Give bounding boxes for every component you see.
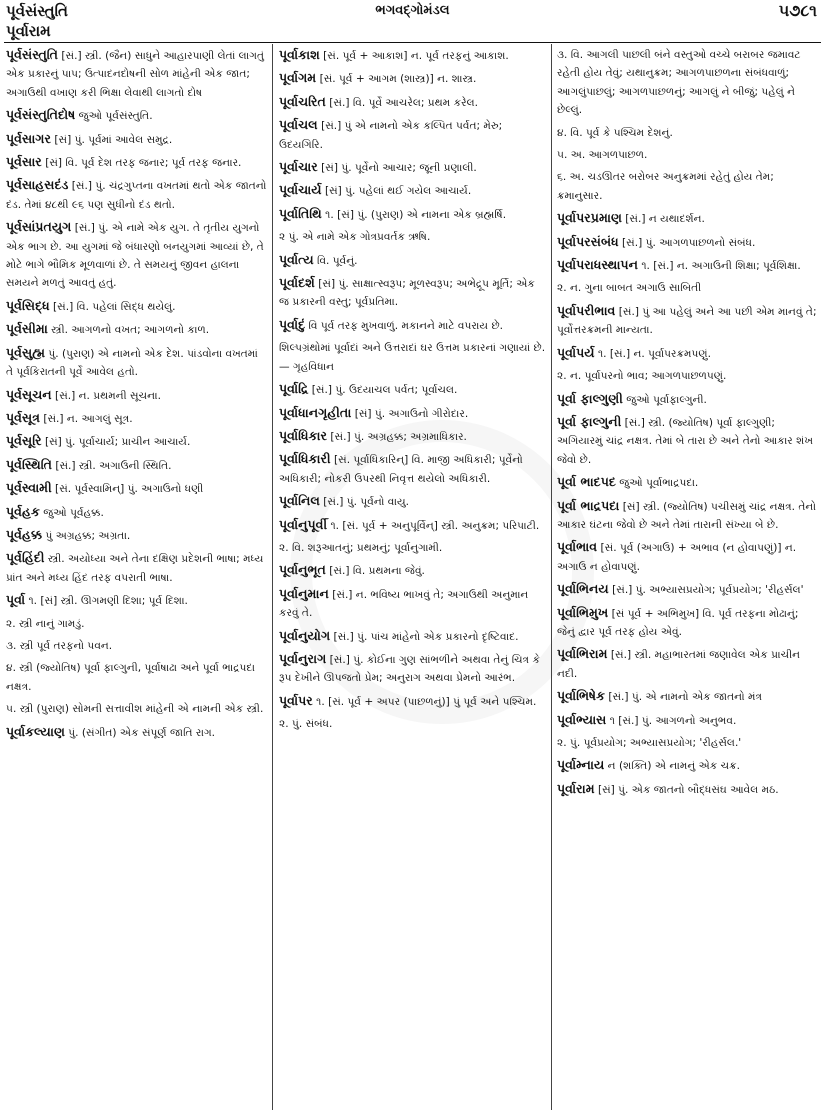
dictionary-entry — [279, 427, 547, 446]
headword: પૂર્વાકાશ — [279, 47, 320, 62]
headword: પૂર્વા ભાદપદ — [557, 474, 616, 490]
definition: [સં] પું. સાક્ષાત્સ્વરૂપ; મૂળસ્વરૂપ; અભેદ્રૂપ મૂર્તિ; એક જ પ્રકારની વસ્તુ; પૂર્વપ્રતિમા. — [279, 278, 535, 309]
dictionary-entry — [557, 756, 819, 775]
definition: જુઓ પૂર્વહક્ક. — [39, 506, 104, 519]
definition: [સં.] સ્ત્રી. (જૈન) સાધુને આહારપાણી લેતાં લાગતું એક પ્રકારનું પાપ; ઉત્પાદનદોષની સોળ માંહેની એક જાત; અગાઉથી વખાણ કરી ભિક્ષા લેવાથી લાગતો દોષ — [6, 50, 265, 99]
dictionary-entry — [279, 380, 547, 399]
headword: પૂર્વહિંદી — [6, 550, 45, 566]
dictionary-column-2 — [279, 46, 547, 1110]
headword: પૂર્વસાગર — [6, 130, 52, 146]
definition: [સં.] સ્ત્રી. મહાભારતમાં જણાવેલ એક પ્રાચીન નદી. — [557, 649, 801, 680]
dictionary-entry — [6, 432, 268, 451]
dictionary-entry — [557, 279, 819, 297]
definition: ૨. પું. પૂર્વપ્રયોગ; અભ્યાસપ્રયોગ; 'રીહર્સલ.' — [557, 737, 742, 749]
headword: પૂર્વસૂરિ — [6, 433, 42, 449]
headword: પૂર્વાનુરાગ — [279, 650, 327, 666]
dictionary-entry — [6, 386, 268, 405]
definition: [સં.] પું. ઉદયાચલ પર્વત; પૂર્વાચલ. — [308, 384, 458, 397]
dictionary-entry — [279, 585, 547, 623]
headword: પૂર્વાચરિત — [279, 93, 326, 109]
definition: [સં.] વિ. પ્રથમના જેવું. — [325, 565, 425, 578]
definition: [સં પૂર્વ + અભિમુખ] વિ. પૂર્વ તરફના મોઢાનું; જેનું દ્વાર પૂર્વ તરફ હોય એવું. — [557, 607, 799, 638]
definition: ૧ [સં.] પું. આગળનો અનુભવ. — [606, 714, 737, 727]
definition: ન (શક્તિ) એ નામનું એક ચક્ર. — [604, 760, 740, 773]
definition: ૧. [સં.] ન. પૂર્વાપરક્રમપણું. — [594, 347, 711, 360]
headword: પૂર્વાપરપ્રમાણ — [557, 210, 622, 226]
dictionary-entry — [557, 687, 819, 706]
dictionary-column-3 — [557, 46, 819, 1110]
dictionary-entry — [557, 302, 819, 340]
definition: ૧. [સં. પૂર્વ + અપર (પાછળનું)] પું પૂર્વ અને પશ્ચિમ. — [312, 695, 537, 708]
definition: ૪. વિ. પૂર્વ કે પશ્ચિમ દેશનું. — [557, 126, 673, 139]
headword: પૂર્વાભ્યાસ — [557, 711, 607, 727]
dictionary-entry — [279, 93, 547, 112]
definition: [સં. પૂર્વ + આગમ (શાસ્ત્ર)] ન. શાસ્ત્ર. — [316, 73, 477, 86]
dictionary-entry — [6, 218, 268, 293]
headword: પૂર્વા ફાલ્ગુની — [557, 413, 622, 429]
dictionary-entry — [279, 492, 547, 511]
definition: વિ પૂર્વ તરફ મુખવાળું. મકાનને માટે વપરાય છે. — [305, 319, 504, 332]
dictionary-entry — [6, 615, 268, 633]
header-rule — [4, 42, 821, 43]
column-divider — [272, 44, 273, 1110]
definition: [સં.] પું. અભ્યાસપ્રયોગ; પૂર્વપ્રયોગ; 'રીહર્સલ' — [608, 584, 804, 597]
headword: પૂર્વાનુમાન — [279, 585, 329, 601]
page-header — [0, 0, 825, 24]
headword: પૂર્વામ્નાય — [557, 757, 605, 773]
headword: પૂર્વસીમા — [6, 321, 48, 337]
dictionary-entry — [557, 580, 819, 599]
definition: સ્ત્રી. અયોધ્યા અને તેના દક્ષિણ પ્રદેશની ભાષા; મધ્ય પ્રાંત અને મધ્ય હિંદ તરફ વપરાતી ભાષા. — [6, 553, 264, 584]
headword: પૂર્વાપરાધસ્થાપન — [557, 257, 638, 273]
definition: [સં. પૂર્વસ્વામિન્] પું. અગાઉનો ધણી — [51, 483, 204, 496]
headword: પૂર્વસૂચન — [6, 386, 52, 402]
dictionary-entry — [6, 700, 268, 718]
headword: પૂર્વાધિકારી — [279, 451, 331, 467]
headword: પૂર્વાકલ્યાણ — [6, 723, 65, 739]
dictionary-entry — [557, 473, 819, 492]
definition: ૨. સ્ત્રી નાનું ગામડું. — [6, 617, 85, 630]
dictionary-entry — [6, 479, 268, 498]
dictionary-entry — [279, 561, 547, 580]
dictionary-entry — [557, 711, 819, 730]
headword: પૂર્વાચાર્ય — [279, 182, 322, 198]
dictionary-entry — [557, 780, 819, 799]
dictionary-entry — [6, 344, 268, 382]
running-head-left: પૂર્વસંસ્તુતિ — [6, 2, 68, 20]
definition: ૪. સ્ત્રી (જ્યોતિષ) પૂર્વા ફાલ્ગુની, પૂર્વાષાઢા અને પૂર્વા ભાદ્રપદા નક્ષત્ર. — [6, 662, 255, 693]
definition: [સં.] પું આ પહેલું અને આ પછી એમ માનવું તે; પૂર્વોત્તરક્રમની માન્યતા. — [557, 305, 817, 337]
definition: [સં.] પું. આગળપાછળનો સંબંધ. — [618, 236, 756, 249]
headword: પૂર્વહક્ક — [6, 526, 43, 542]
running-head-last-entry: પૂર્વારામ — [6, 22, 51, 40]
headword: પૂર્વાનુભૂત — [279, 562, 326, 578]
dictionary-entry — [279, 339, 547, 376]
dictionary-column-1 — [6, 46, 268, 1110]
headword: પૂર્વાધિકાર — [279, 427, 327, 443]
definition: [સં.] ન. ભવિષ્ય ભાખવું તે; અગાઉથી અનુમાન કરવું તે. — [279, 588, 529, 620]
definition: [સં.] પું. કોઈના ગુણ સાંભળીને અથવા તેનું ચિત્ર કે રૂપ દેખીને ઊપજતો પ્રેમ; અનુરાગ અથવા પ્રેમનો આરંભ. — [279, 653, 540, 685]
headword: પૂર્વાભિરામ — [557, 646, 608, 662]
dictionary-entry — [557, 46, 819, 120]
definition: [સં.] વિ. પૂર્વે આચરેલ; પ્રથમ કરેલ. — [325, 96, 478, 109]
dictionary-entry — [6, 503, 268, 522]
dictionary-entry — [557, 734, 819, 752]
headword: પૂર્વાનુયોગ — [279, 627, 331, 643]
dictionary-entry — [279, 116, 547, 154]
definition: સ્ત્રી. આગળનો વખત; આગળનો કાળ. — [47, 324, 210, 337]
dictionary-entry — [557, 538, 819, 576]
dictionary-entry — [279, 181, 547, 200]
definition: જુઓ પૂર્વસંસ્તુતિ. — [75, 110, 153, 123]
definition: [સં.] સ્ત્રી. (જ્યોતિષ) પૂર્વા ફાલ્ગુણી; અગિયારમું ચાંદ્ર નક્ષત્ર. તેમાં બે તારા છે અને તેનો આકાર શંખ જેવો છે. — [557, 416, 814, 466]
headword: પૂર્વાગમ — [279, 70, 317, 86]
definition: [સં.] પું. પાંચ માંહેનો એક પ્રકારનો દૃષ્ટિવાદ. — [330, 630, 519, 643]
definition: ૧. [સં] પું. (પુરાણ) એ નામના એક બ્રહ્મર્ષિ. — [321, 208, 507, 221]
definition: પું. (સંગીત) એક સંપૂર્ણ જાતિ રાગ. — [64, 726, 216, 739]
dictionary-entry — [6, 456, 268, 475]
dictionary-entry — [557, 367, 819, 385]
headword: પૂર્વાચલ — [279, 117, 318, 133]
definition: [સં.] ન યથાદર્શન. — [621, 213, 705, 226]
dictionary-entry — [6, 153, 268, 172]
headword: પૂર્વાપર્ય — [557, 344, 595, 360]
dictionary-entry — [6, 46, 268, 102]
dictionary-entry — [6, 723, 268, 742]
definition: [સં] વિ. પૂર્વ દેશ તરફ જનાર; પૂર્વ તરફ જનાર. — [41, 157, 242, 170]
definition: [સં.] પું. એ નામનો એક જાતનો મંત્ર — [604, 691, 762, 704]
dictionary-entry — [6, 297, 268, 316]
headword: પૂર્વસાંપ્રતયુગ — [6, 219, 72, 235]
headword: પૂર્વહક — [6, 503, 40, 519]
headword: પૂર્વસિદ્ધ — [6, 297, 50, 313]
definition: [સં] પું. અગાઉનો ગીરોદાર. — [351, 407, 469, 420]
headword: પૂર્વસંસ્તુતિ — [6, 47, 58, 62]
definition: [સં.] પું. ચંદ્રગુપ્તના વખતમાં થતો એક જાતનો દંડ. તેમાં ૪૮થી ૯૬ પણ સુધીનો દંડ થતો. — [6, 180, 267, 211]
headword: પૂર્વારામ — [557, 780, 595, 796]
definition: [સં.] ન. પ્રથમની સૂચના. — [51, 389, 161, 402]
headword: પૂર્વા ફાલ્ગુણી — [557, 390, 623, 406]
definition: [સં. પૂર્વ + આકાશ] ન. પૂર્વ તરફનું આકાશ. — [319, 50, 509, 62]
headword: પૂર્વસૂત્ર — [6, 409, 40, 425]
page-number: ૫૭૮૧ — [778, 1, 817, 20]
definition: પું અગ્રહક્ક; અગ્રતા. — [42, 529, 131, 542]
definition: ૧. [સં] સ્ત્રી. ઊગમણી દિશા; પૂર્વ દિશા. — [25, 595, 188, 608]
definition: પું. (પુરાણ) એ નામનો એક દેશ. પાંડવોના વખતમાં તે પૂર્વકિરાતની પૂર્વે આવેલ હતો. — [6, 347, 258, 379]
definition: [સં.] પું એ નામનો એક કલ્પિત પર્વત; મેરુ; ઉદયગિરિ. — [279, 120, 503, 151]
dictionary-entry — [279, 69, 547, 88]
dictionary-entry — [557, 645, 819, 683]
headword: પૂર્વાદર્શ — [279, 275, 315, 291]
dictionary-entry — [279, 205, 547, 224]
headword: પૂર્વાચાર — [279, 159, 318, 175]
definition: ૨ પું. એ નામે એક ગોત્રપ્રવર્તક ઋષિ. — [279, 231, 431, 244]
running-head-center: ભગવદ્ગોમંડલ — [375, 3, 450, 18]
dictionary-entry — [279, 539, 547, 557]
definition: ૨. પું. સંબંધ. — [279, 718, 333, 731]
dictionary-entry — [6, 409, 268, 428]
headword: પૂર્વસાર — [6, 154, 42, 170]
dictionary-entry — [279, 450, 547, 488]
headword: પૂર્વાભિષેક — [557, 688, 605, 704]
headword: પૂર્વાપરીભાવ — [557, 302, 616, 318]
dictionary-entry — [6, 176, 268, 214]
headword: પૂર્વસુહ્મ — [6, 344, 46, 360]
headword: પૂર્વાપરસંબંધ — [557, 233, 619, 249]
dictionary-entry — [6, 320, 268, 339]
dictionary-entry — [557, 233, 819, 252]
dictionary-entry — [557, 124, 819, 142]
dictionary-entry — [279, 404, 547, 423]
dictionary-entry — [279, 274, 547, 312]
definition: ૬. અ. ચડઊતર બરોબર અનુક્રમમાં રહેતું હોય તેમ; ક્રમાનુસાર. — [557, 171, 774, 202]
headword: પૂર્વાતિથિ — [279, 205, 322, 221]
headword: પૂર્વાધાનગૃહીતા — [279, 404, 352, 420]
definition: ૧. [સં. પૂર્વ + અનુપૂર્વિન્] સ્ત્રી. અનુક્રમ; પરિપાટી. — [327, 519, 540, 532]
definition: [સં.] સ્ત્રી. અગાઉની સ્થિતિ. — [51, 459, 172, 472]
headword: પૂર્વાભાવ — [557, 539, 598, 555]
definition: શિલ્પગ્રંથોમાં પૂર્વાદાં અને ઉત્તરાદાં ઘર ઉત્તમ પ્રકારનાં ગણાયાં છે. — ગૃહવિધાન — [279, 342, 546, 373]
dictionary-entry — [557, 497, 819, 535]
dictionary-entry — [279, 516, 547, 535]
headword: પૂર્વાત્ય — [279, 251, 314, 267]
definition: [સં] પું. પૂર્વેનો આચાર; જૂની પ્રણાલી. — [317, 162, 477, 175]
dictionary-entry — [6, 637, 268, 655]
dictionary-entry — [6, 659, 268, 696]
dictionary-entry — [279, 692, 547, 711]
definition: [સં] પું. પહેલાં થઈ ગયેલ આચાર્ય. — [321, 185, 472, 198]
dictionary-entry — [557, 209, 819, 228]
definition: [સં] પું. પૂર્વમાં આવેલ સમુદ્ર. — [51, 133, 173, 146]
headword: પૂર્વા — [6, 592, 26, 608]
dictionary-entry — [279, 46, 547, 65]
definition: [સં. પૂર્વ (અગાઉ) + અભાવ (ન હોવાપણું)] ન. અગાઉ ન હોવાપણું. — [557, 542, 797, 573]
definition: ૨. વિ. શરૂઆતનું; પ્રથમનું; પૂર્વાનુગામી. — [279, 541, 443, 554]
definition: [સં] પું. પૂર્વાચાર્ય; પ્રાચીન આચાર્ય. — [41, 436, 191, 449]
definition: ૩. સ્ત્રી પૂર્વ તરફનો પવન. — [6, 639, 113, 652]
dictionary-entry — [6, 130, 268, 149]
dictionary-entry — [557, 604, 819, 642]
dictionary-entry — [557, 344, 819, 363]
dictionary-entry — [557, 413, 819, 469]
dictionary-entry — [557, 256, 819, 275]
definition: ૩. વિ. આગલી પાછલી બંને વસ્તુઓ વચ્ચે બરાબર જમાવટ રહેતી હોય તેવું; યથાનુક્રમ; આગળપાછળના સંબંધવાળું; આગલુંપાછલું; આગળપાછળનું; આગલું ને બીજું; પહેલું ને છેલ્લું. — [557, 49, 801, 117]
definition: ૨. ન. ગુના બાબત અગાઉ સાબિતી — [557, 282, 702, 295]
dictionary-entry — [6, 549, 268, 587]
headword: પૂર્વા ભાદ્રપદા — [557, 497, 620, 513]
column-divider — [551, 44, 552, 1110]
dictionary-entry — [6, 591, 268, 610]
dictionary-entry — [279, 251, 547, 270]
dictionary-entry — [557, 146, 819, 164]
dictionary-entry — [279, 228, 547, 246]
headword: પૂર્વાનુપૂર્વી — [279, 516, 328, 532]
headword: પૂર્વાદ્રિ — [279, 381, 309, 397]
headword: પૂર્વસંસ્તુતિદોષ — [6, 107, 76, 123]
dictionary-entry — [279, 715, 547, 733]
definition: વિ. પૂર્વનું. — [313, 254, 358, 267]
definition: ૫. અ. આગળપાછળ. — [557, 149, 648, 162]
definition: ૨. ન. પૂર્વાપરનો ભાવ; આગળપાછળપણું. — [557, 370, 727, 383]
headword: પૂર્વાભિનય — [557, 581, 609, 597]
definition: [સં] પું. એક જાતનો બૌદ્ધસંઘ આવેલ મઠ. — [594, 783, 779, 796]
definition: ૫. સ્ત્રી (પુરાણ) સોમની સત્તાવીશ માંહેની એ નામની એક સ્ત્રી. — [6, 703, 264, 716]
headword: પૂર્વસાહસદંડ — [6, 177, 69, 193]
definition: [સં.] ન. આગલું સૂત્ર. — [39, 412, 133, 425]
definition: [સં.] પું. પૂર્વનો વાયુ. — [319, 496, 410, 509]
headword: પૂર્વાદું — [279, 316, 306, 332]
dictionary-entry — [6, 526, 268, 545]
dictionary-entry — [557, 168, 819, 205]
dictionary-entry — [6, 106, 268, 125]
definition: [સં] સ્ત્રી. (જ્યોતિષ) પચીસમું ચાંદ્ર નક્ષત્ર. તેનો આકાર ઘંટના જેવો છે અને તેમાં તારાની સંખ્યા બે છે. — [557, 500, 816, 531]
dictionary-entry — [279, 158, 547, 177]
headword: પૂર્વસ્વામી — [6, 480, 52, 496]
dictionary-entry — [557, 390, 819, 409]
definition: [સં.] વિ. પહેલાં સિદ્ધ થયેલું. — [49, 300, 176, 313]
headword: પૂર્વાપર — [279, 692, 313, 708]
definition: જુઓ પૂર્વાભાદ્રપદા. — [615, 477, 699, 490]
definition: જુઓ પૂર્વાફાલ્ગુની. — [622, 393, 707, 406]
dictionary-entry — [279, 316, 547, 335]
definition: [સં.] પું. એ નામે એક યુગ. તે તૃતીય યુગનો એક ભાગ છે. આ યુગમાં જે બંધારણો બનયુગમાં આવ્યાં છે, તે મોટે ભાગે ભૌમિક મૂળવાળાં છે. તે સમયનું જીવન હાલના સમયને મળતું આવતું હતું. — [6, 222, 264, 290]
headword: પૂર્વાભિમુખ — [557, 604, 609, 620]
headword: પૂર્વાનિલ — [279, 493, 320, 509]
dictionary-entry — [279, 627, 547, 646]
definition: [સં.] પું. અગ્રહક્ક; અગ્રમાધિકાર. — [327, 430, 467, 443]
headword: પૂર્વસ્થિતિ — [6, 456, 52, 472]
dictionary-entry — [279, 650, 547, 688]
definition: ૧. [સં.] ન. અગાઉની શિક્ષા; પૂર્વશિક્ષા. — [637, 260, 801, 273]
definition: [સં. પૂર્વાધિકારિન્] વિ. માજી અધિકારી; પૂર્વેનો અધિકારી; નોકરી ઉપરથી નિવૃત્ત થયેલો અધિકારી. — [279, 454, 523, 485]
